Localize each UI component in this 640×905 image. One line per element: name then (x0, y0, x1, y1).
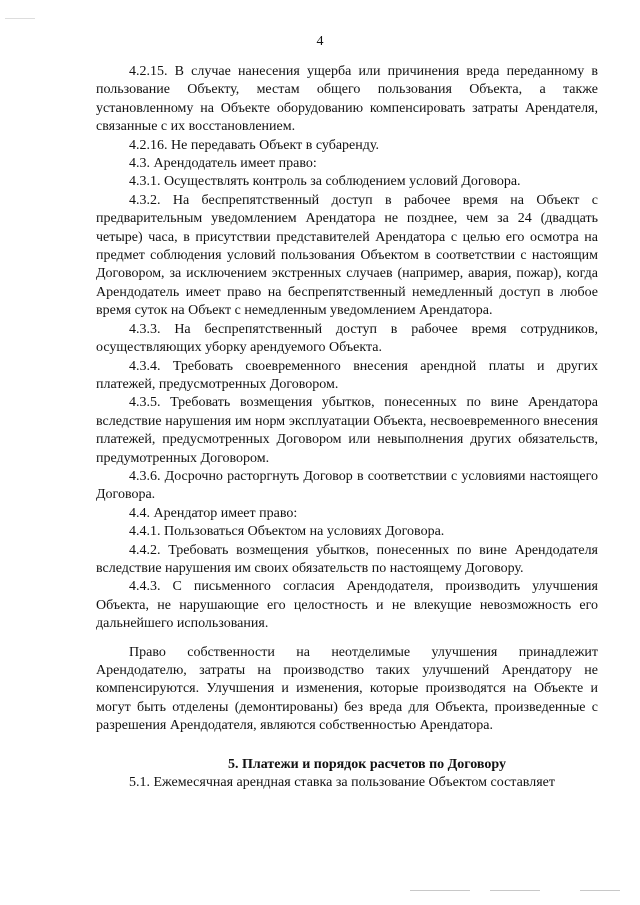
paragraph-ownership: Право собственности на неотделимые улучшения принадлежит Арендодателю, затраты на производство таких улучшений Арендатору не компенсируются. Улучшения и изменения, которые производятся на Объекте и могут быть отделены (демонтированы) без вреда для Объекта, произведенные с разрешения Арендодателя, являются собственностью Арендатора. (96, 644, 598, 734)
paragraph-4-3-6: 4.3.6. Досрочно расторгнуть Договор в соответствии с условиями настоящего Договора. (96, 468, 598, 503)
paragraph-4-4-1: 4.4.1. Пользоваться Объектом на условиях Договора. (129, 524, 445, 540)
paragraph-4-3-4: 4.3.4. Требовать своевременного внесения арендной платы и других платежей, предусмотренных Договором. (96, 358, 598, 392)
paragraph-4-3: 4.3. Арендодатель имеет право: (129, 156, 317, 172)
section-5-heading: 5. Платежи и порядок расчетов по Договору (228, 756, 506, 772)
paragraph-5-1: 5.1. Ежемесячная арендная ставка за пользование Объектом составляет (129, 775, 555, 791)
document-body (96, 63, 598, 792)
paragraph-4-3-5: 4.3.5. Требовать возмещения убытков, понесенных по вине Арендатора вследствие нарушения им норм эксплуатации Объекта, несвоевременного внесения платежей, предусмотренных Договором или невыполнения других обязательств, предумотренных Договором. (96, 395, 598, 466)
paragraph-4-4-3: 4.4.3. С письменного согласия Арендодателя, производить улучшения Объекта, не нарушающие его целостность и не влекущие невозможность его дальнейшего использования. (96, 579, 598, 632)
scan-artifact (580, 890, 620, 891)
scan-artifact (410, 890, 470, 891)
paragraph-4-3-3: 4.3.3. На беспрепятственный доступ в рабочее время сотрудников, осуществляющих уборку арендуемого Объекта. (96, 321, 598, 356)
paragraph-4-2-15: 4.2.15. В случае нанесения ущерба или причинения вреда переданному в пользование Объекту, местам общего пользования Объекта, а также установленному на Объекте оборудованию компенсировать затраты Арендателя, связанные с их восстановлением. (96, 64, 598, 135)
scan-artifact (490, 890, 540, 891)
paragraph-4-2-16: 4.2.16. Не передавать Объект в субаренду. (129, 137, 379, 153)
paragraph-4-4: 4.4. Арендатор имеет право: (129, 505, 298, 521)
scan-artifact (5, 18, 35, 19)
paragraph-4-3-1: 4.3.1. Осуществлять контроль за соблюдением условий Договора. (129, 174, 521, 190)
paragraph-4-3-2: 4.3.2. На беспрепятственный доступ в рабочее время на Объект с предварительным уведомлением Арендатора не позднее, чем за 24 (двадцать четыре) часа, в присутствии представителей Арендатора с целью его осмотра на предмет соблюдения условий пользования Объектом в соответствии с настоящим Договором, за исключением экстренных случаев (например, авария, пожар), когда Арендодатель имеет право на беспрепятственный немедленный доступ в любое время суток на Объект с немедленным уведомлением Арендатора. (96, 192, 598, 319)
paragraph-4-4-2: 4.4.2. Требовать возмещения убытков, понесенных по вине Арендодателя вследствие нарушения им своих обязательств по настоящему Договору. (96, 542, 598, 576)
page-number: 4 (316, 34, 324, 49)
